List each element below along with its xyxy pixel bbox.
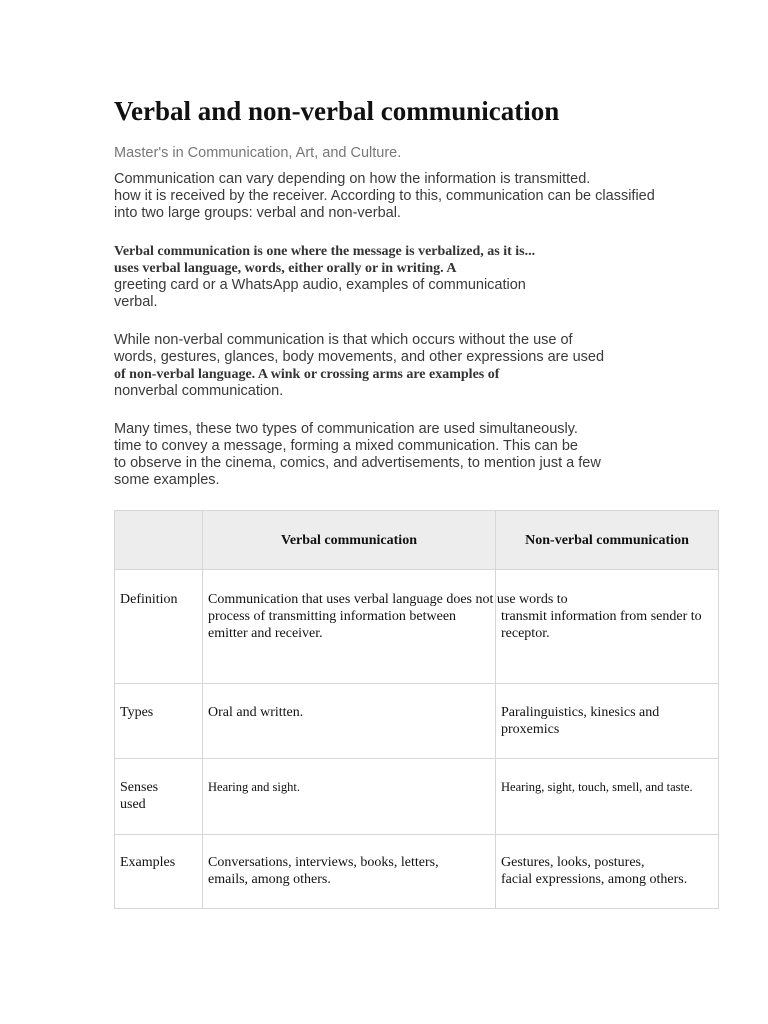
cell-types-nonverbal — [496, 684, 719, 759]
text-line: time to convey a message, forming a mixed communication. This can be — [114, 438, 578, 454]
cell-line: facial expressions, among others. — [501, 872, 688, 887]
cell-line: emitter and receiver. — [208, 626, 323, 641]
cell-line: used — [120, 797, 146, 812]
header-verbal: Verbal communication — [203, 511, 496, 570]
page-title: Verbal and non-verbal communication — [114, 96, 560, 126]
table-row-types — [115, 684, 719, 759]
cell-line: Senses — [120, 780, 159, 795]
text-line: into two large groups: verbal and non-verbal. — [114, 205, 401, 221]
bold-text-line: of non-verbal language. A wink or crossing arms are examples of — [114, 367, 500, 382]
text-line: verbal. — [114, 294, 158, 310]
text-line: how it is received by the receiver. According to this, communication can be classified — [114, 188, 655, 204]
text-line: While non-verbal communication is that which occurs without the use of — [114, 332, 573, 348]
cell-line: transmit information from sender to — [501, 609, 702, 624]
text-line: to observe in the cinema, comics, and advertisements, to mention just a few — [114, 455, 601, 471]
cell-line: Gestures, looks, postures, — [501, 855, 645, 870]
row-label-types: Types — [115, 684, 203, 759]
text-line: greeting card or a WhatsApp audio, examples of communication — [114, 277, 526, 293]
bold-text-line: uses verbal language, words, either orally or in writing. A — [114, 261, 457, 276]
cell-line: Conversations, interviews, books, letters, — [208, 855, 439, 870]
paragraph-intro — [114, 171, 718, 222]
subtitle: Master's in Communication, Art, and Culture. — [114, 145, 402, 161]
cell-line: emails, among others. — [208, 872, 331, 887]
cell-senses-verbal: Hearing and sight. — [203, 759, 496, 835]
row-label-senses — [115, 759, 203, 835]
cell-senses-nonverbal: Hearing, sight, touch, smell, and taste. — [496, 759, 719, 835]
text-line: words, gestures, glances, body movements, and other expressions are used — [114, 349, 605, 365]
cell-definition-nonverbal — [496, 570, 719, 684]
cell-line: process of transmitting information between — [208, 609, 457, 624]
header-nonverbal: Non-verbal communication — [496, 511, 719, 570]
cell-examples-nonverbal — [496, 835, 719, 909]
cell-line: Paralinguistics, kinesics and — [501, 705, 660, 720]
row-label-definition: Definition — [115, 570, 203, 684]
text-line: Communication can vary depending on how the information is transmitted. — [114, 171, 591, 187]
cell-examples-verbal — [203, 835, 496, 909]
bold-text-line: Verbal communication is one where the message is verbalized, as it is... — [114, 244, 536, 259]
header-corner-cell — [115, 511, 203, 570]
cell-line: proxemics — [501, 722, 560, 737]
paragraph-nonverbal — [114, 332, 718, 400]
comparison-table — [114, 510, 719, 909]
text-line: nonverbal communication. — [114, 383, 284, 399]
cell-line: receptor. — [501, 626, 550, 641]
table-row-definition — [115, 570, 719, 684]
table-row-examples — [115, 835, 719, 909]
table-row-senses — [115, 759, 719, 835]
paragraph-verbal — [114, 243, 718, 311]
cell-types-verbal: Oral and written. — [203, 684, 496, 759]
cell-line: Communication that uses verbal language does not use words to — [208, 592, 568, 607]
text-line: Many times, these two types of communication are used simultaneously. — [114, 421, 578, 437]
row-label-examples: Examples — [115, 835, 203, 909]
paragraph-mixed — [114, 421, 718, 489]
text-line: some examples. — [114, 472, 220, 488]
table-header-row — [115, 511, 719, 570]
